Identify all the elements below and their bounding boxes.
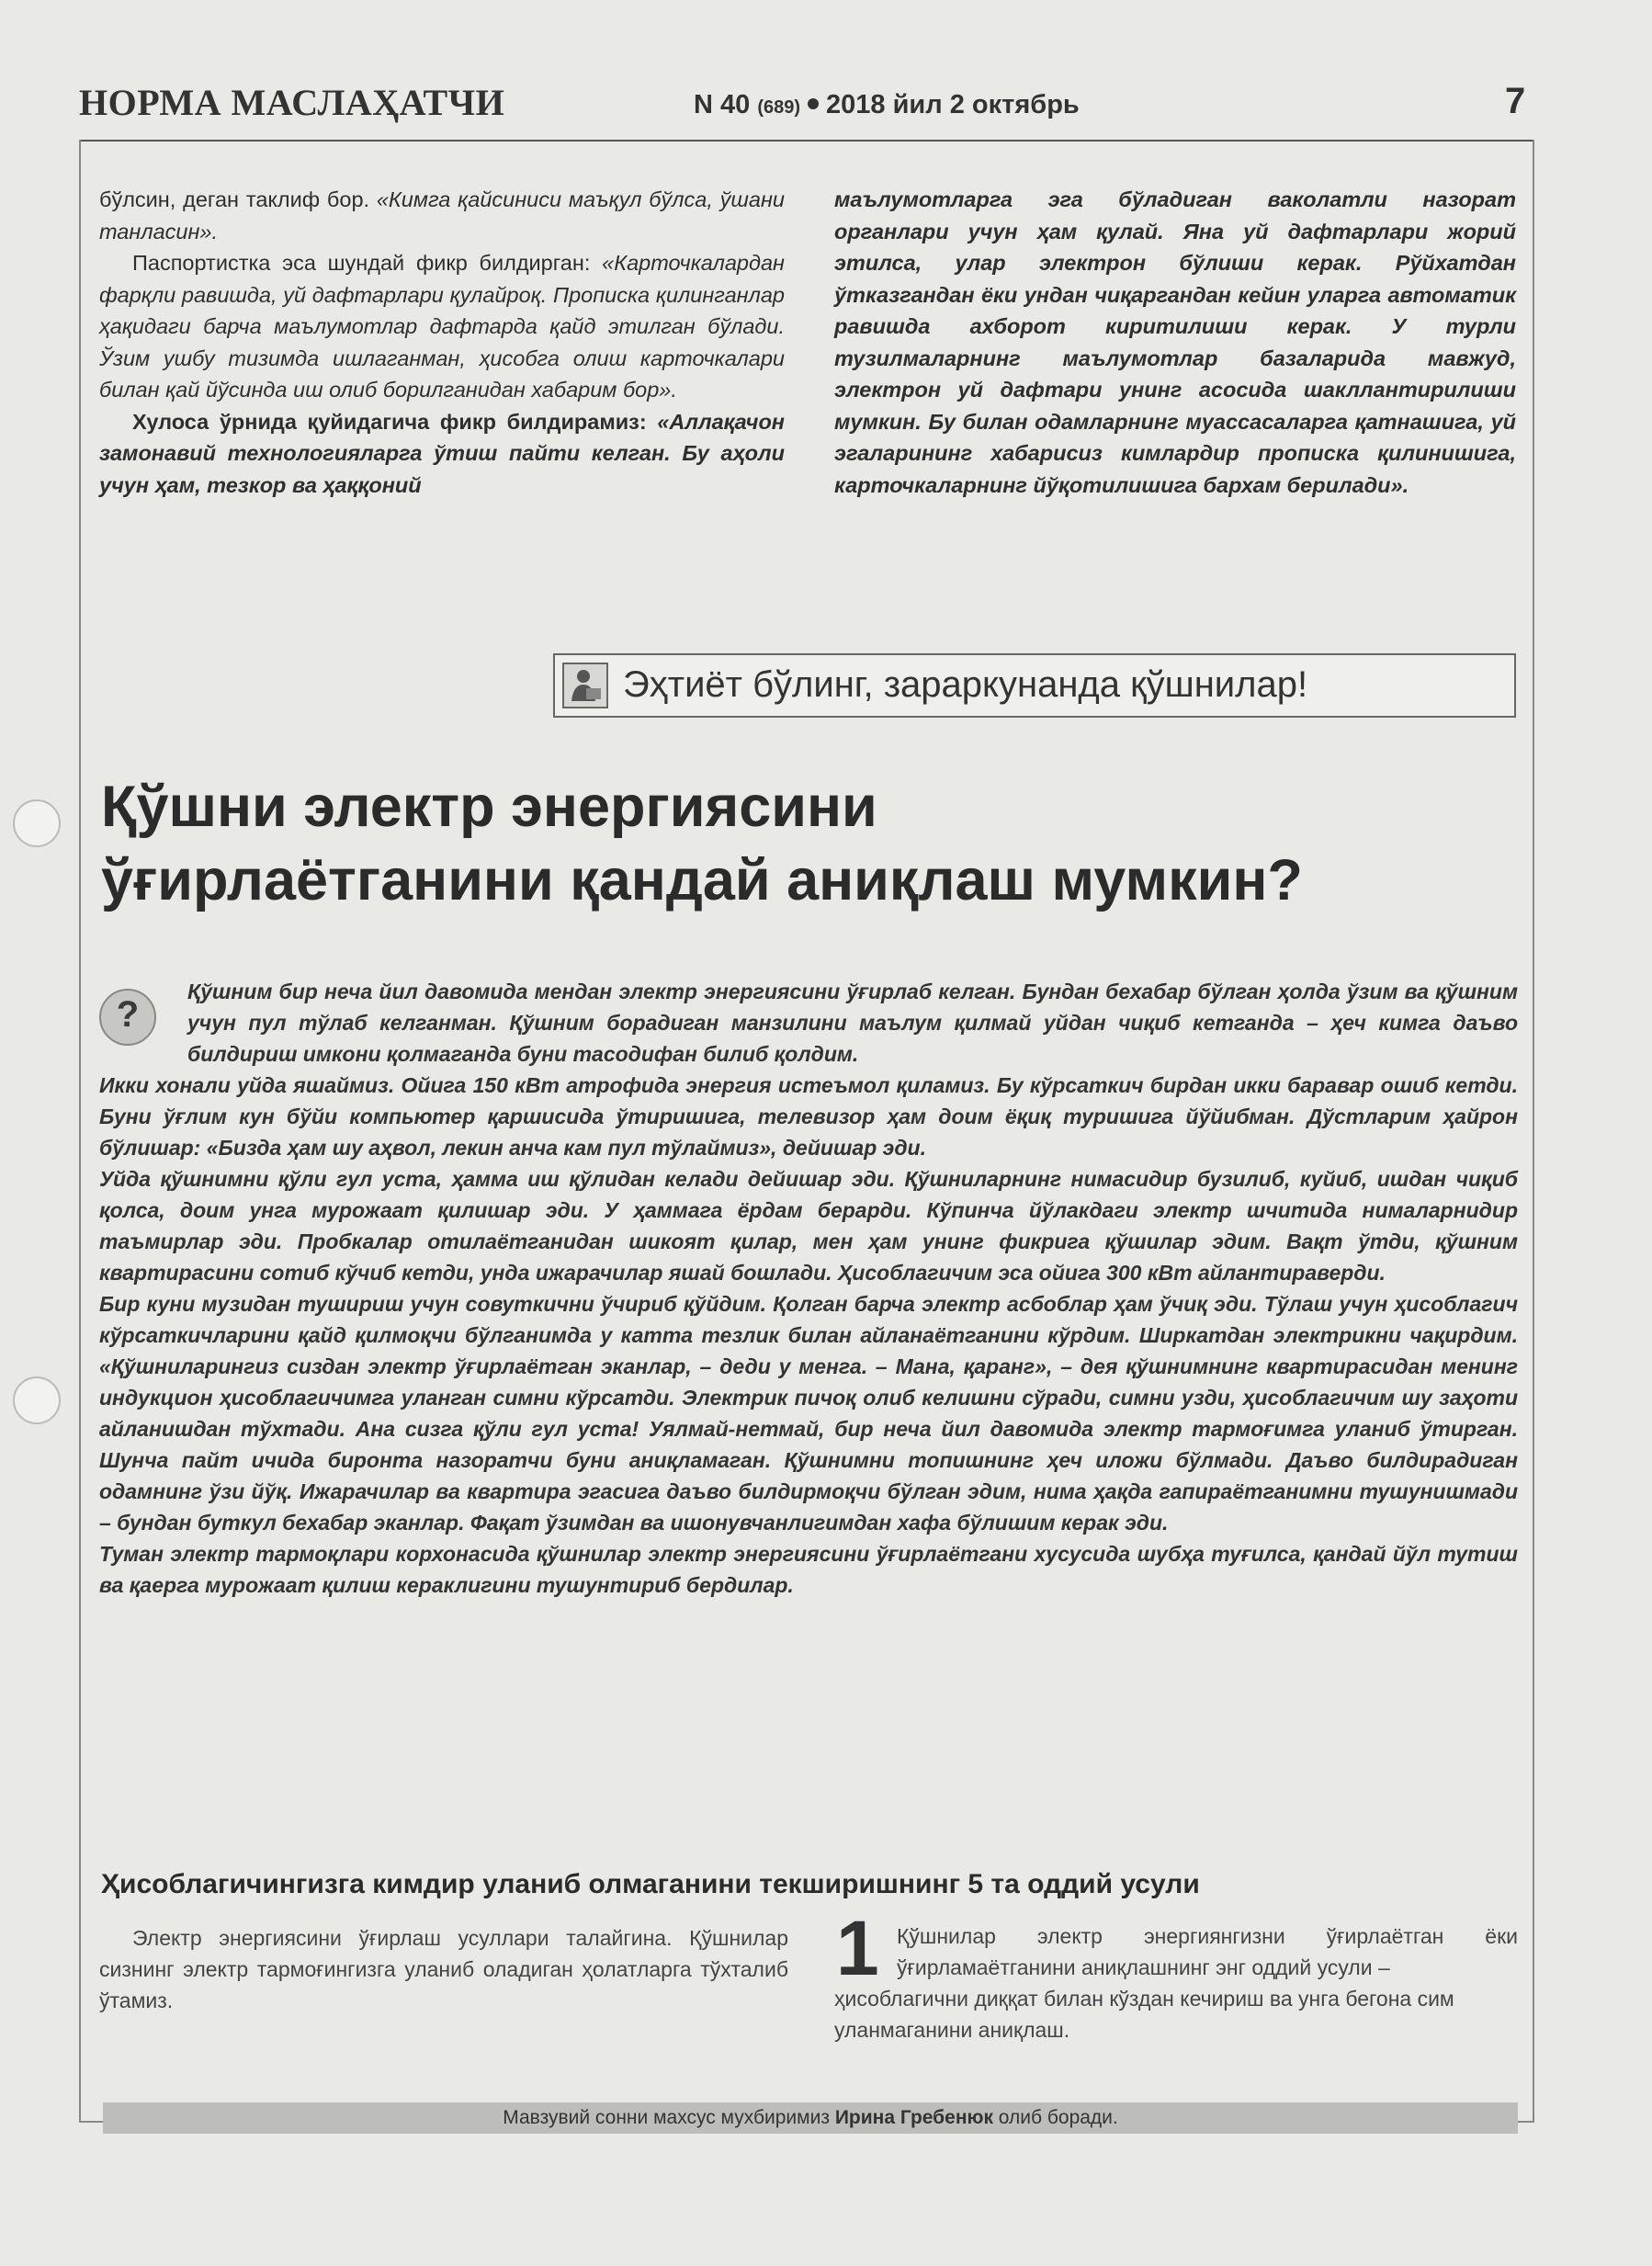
footer-text: Мавзувий сонни махсус мухбиримиз — [503, 2107, 835, 2128]
paragraph: маълумотларга эга бўладиган ваколатли назорат органлари учун ҳам қулай. Яна уй дафтарлари жорий этилса, улар электрон бўлиши керак. Рўйхатдан ўтказгандан ёки ундан чиқаргандан кейин уларга автоматик равишда ахборот киритилиши керак. У турли тузилмаларнинг маълумотлар базаларида мавжуд, электрон уй дафтари унинг асосида шакллантирилиши мумкин. Бу билан одамларнинг муассасаларга қатнашига, уй эгаларининг хабарисиз кимлардир прописка қилинишига, карточкаларнинг йўқотилишига бархам берилади». — [834, 187, 1516, 497]
text-italic: «Кимга қайсиниси маъқул бўлса, ўшани танласин». — [99, 187, 785, 244]
reader-letter — [99, 976, 1518, 1601]
top-left-column — [99, 184, 785, 501]
issue-info — [694, 90, 1080, 120]
text-plain: Паспортистка эса шундай фикр билдирган: — [132, 251, 603, 275]
story-paragraph: Икки хонали уйда яшаймиз. Ойига 150 кВт атрофида энергия истеъмол қиламиз. Бу кўрсаткич бирдан икки баравар ошиб кетди. Буни ўғлим кун бўйи компьютер қаршисида ўтиришига, телевизор ҳам доим ёқиқ туришига йўйибман. Дўстларим ҳайрон бўлишар: «Бизда ҳам шу аҳвол, лекин анча кам пул тўлаймиз», дейишар эди. — [99, 1073, 1518, 1160]
paragraph — [99, 184, 785, 247]
footer-bar — [103, 2102, 1518, 2134]
rubric-title: Эҳтиёт бўлинг, зараркунанда қўшнилар! — [623, 664, 1308, 705]
reader-icon — [562, 663, 608, 708]
question-mark: ? — [116, 994, 140, 1035]
story-paragraph: Қўшним бир неча йил давомида мендан электр энергиясини ўғирлаб келган. Бундан бехабар бўлган ҳолда ўзим ва қўшним учун пул тўлаб келганман. Қўшним борадиган манзилини маълум қилмай уйдан чиқиб кетганда – ҳеч кимга даъво билдириш имкони қолмаганда буни тасодифан билиб қолдим. — [187, 980, 1518, 1066]
text-bold: Хулоса ўрнида қуйидагича фикр билдирамиз: — [132, 409, 658, 434]
story-paragraph: Бир куни музидан тушириш учун совуткични ўчириб қўйдим. Қолган барча электр асбоблар ҳам ўчиқ эди. Тўлаш учун ҳисоблагич кўрсаткичларини қайд қилмоқчи бўлганимда у катта тезлик билан айланаётганини кўрдим. Ширкатдан электрикни чақирдим. «Қўшниларингиз сиздан электр ўғирлаётган эканлар, – деди у менга. – Мана, қаранг», – дея қўшнимнинг квартирасидан менинг индукцион ҳисоблагичимга уланган симни кўрсатди. Электрик пичоқ олиб келишни сўради, симни узди, ҳисоблагичим шу заҳоти айланишдан тўхтади. Ана сизга қўли гул уста! Уялмай-нетмай, бир неча йил давомида электр тармоғимга уланиб ўтирган. Шунча пайт ичида биронта назоратчи буни аниқламаган. Қўшнимни топишнинг ҳеч иложи бўлмади. Даъво билдирадиган одамнинг ўзи йўқ. Ижарачилар ва квартира эгасига даъво билдирмоқчи бўлган эдим, нима ҳақда гапираётганимни тушунишмади – бундан буткул бехабар эканлар. Фақат ўзимдан ва ишонувчанлигимдан хафа бўлишим керак эди. — [99, 1292, 1518, 1535]
step-text-a: Қўшнилар электр энергиянгизни ўғирлаётган ёки ўғирламаётганини аниқлашнинг энг оддий усули – — [897, 1924, 1518, 1979]
frame-left — [79, 140, 81, 2123]
intro-paragraph: Электр энергиясини ўғирлаш усуллари талайгина. Қўшнилар сизнинг электр тармоғингизга уланиб оладиган ҳолатларга тўхталиб ўтамиз. — [99, 1926, 788, 2012]
step-number: 1 — [836, 1905, 879, 1991]
header-rule — [79, 140, 1533, 142]
headline-line1: Қўшни электр энергиясини — [101, 775, 877, 839]
top-right-column — [834, 184, 1516, 501]
step-column — [834, 1920, 1518, 2045]
issue-date: 2018 йил 2 октябрь — [826, 90, 1080, 119]
bullet-icon — [808, 98, 819, 109]
masthead: НОРМА МАСЛАҲАТЧИ — [79, 82, 505, 123]
section-subhead: Ҳисоблагичингизга кимдир уланиб олмаганини текширишнинг 5 та оддий усули — [101, 1869, 1200, 1899]
story-paragraph: Уйда қўшнимни қўли гул уста, ҳамма иш қўлидан келади дейишар эди. Қўшниларнинг нимасидир бузилиб, куйиб, ишдан чиқиб қолса, доим унга мурожаат қилишар эди. У ҳаммага ёрдам берарди. Кўпинча йўлакдаги электр шчитида нималарнидир таъмирлар эди. Пробкалар отилаётганидан шикоят қилар, мен ҳам унинг фикрига қўшилар эдим. Вақт ўтди, қўшним квартирасини сотиб кўчиб кетди, унда ижарачилар яшай бошлади. Ҳисоблагичим эса ойига 300 кВт айлантираверди. — [99, 1167, 1518, 1285]
step-text-b: ҳисоблагични диққат билан кўздан кечириш ва унга бегона сим уланмаганини аниқлаш. — [834, 1987, 1454, 2042]
headline-line2: ўғирлаётганини қандай аниқлаш мумкин? — [101, 848, 1303, 912]
story-paragraph: Туман электр тармоқлари корхонасида қўшнилар электр энергиясини ўғирлаётгани хусусида шубҳа туғилса, қандай йўл тутиш ва қаерга мурожаат қилиш кераклигини тушунтириб бердилар. — [99, 1542, 1518, 1597]
issue-total: (689) — [757, 97, 801, 118]
issue-number: N 40 — [694, 90, 751, 119]
intro-column — [99, 1922, 788, 2016]
text-bold-italic: «Аллақачон замонавий технологияларга ўтиш пайти келган. Бу аҳоли учун ҳам, тезкор ва ҳаққоний — [99, 409, 785, 497]
text-italic: «Карточкалардан фарқли равишда, уй дафтарлари қулайроқ. Прописка қилинганлар ҳақидаги барча маълумотлар дафтарда қайд этилган бўлади. Ўзим ушбу тизимда ишлаганман, ҳисобга олиш карточкалари билан қай йўсинда иш олиб борилганидан хабарим бор». — [99, 251, 785, 402]
rubric-box — [553, 653, 1516, 718]
paragraph — [99, 247, 785, 406]
text-plain: бўлсин, деган таклиф бор. — [99, 187, 377, 211]
page-number: 7 — [1505, 81, 1526, 121]
headline — [101, 770, 1534, 917]
footer-text: олиб боради. — [992, 2107, 1118, 2128]
punch-hole — [13, 799, 61, 847]
footer-author: Ирина Гребенюк — [834, 2107, 993, 2128]
punch-hole — [13, 1377, 61, 1424]
paragraph — [99, 406, 785, 502]
frame-right — [1533, 140, 1534, 2123]
